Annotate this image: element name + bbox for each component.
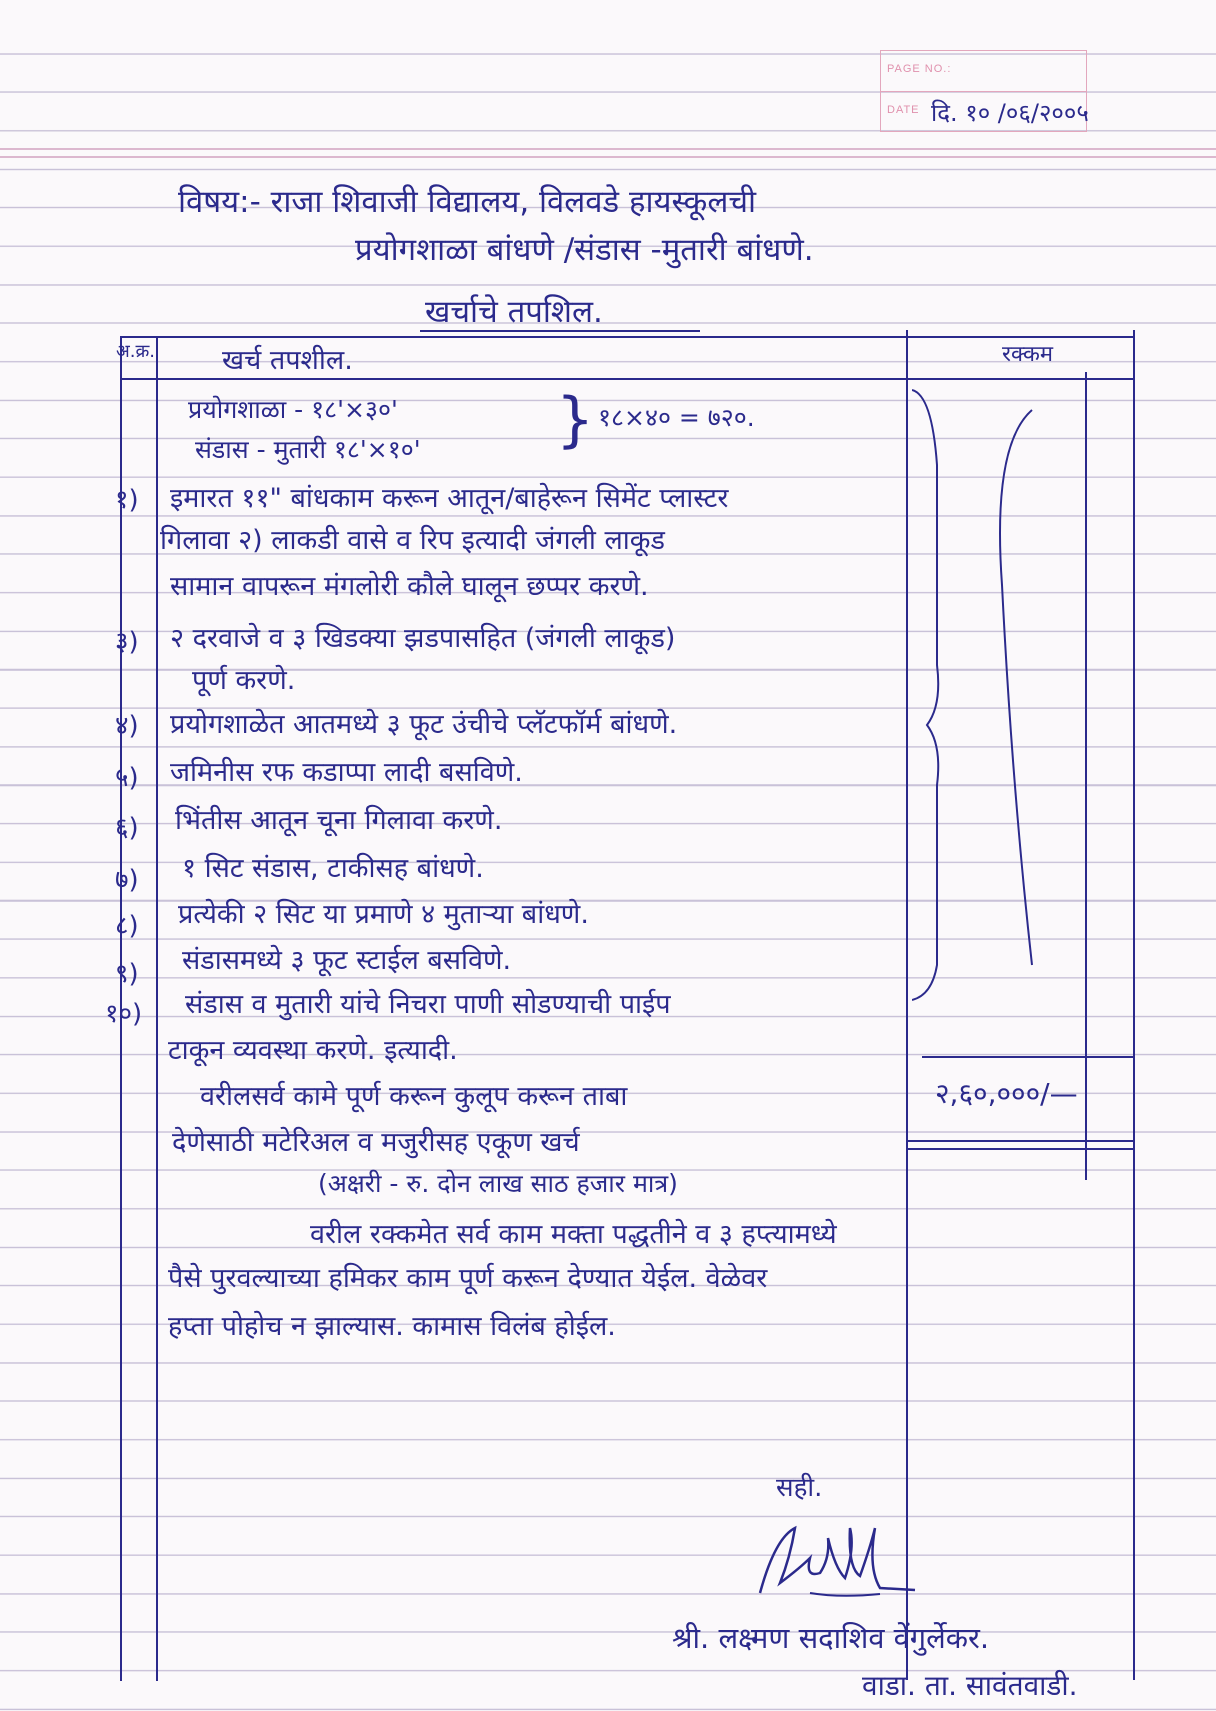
col-amount-divider — [906, 330, 908, 1680]
header-rule-2 — [0, 156, 1216, 158]
date-label: DATE — [887, 104, 920, 116]
col-no-header: अ.क्र. — [116, 341, 156, 362]
item-7-no: ७) — [115, 865, 139, 895]
item-1-line-2: गिलावा २) लाकडी वासे व रिप इत्यादी जंगली लाकूड — [160, 525, 665, 556]
item-8-no: ८) — [115, 911, 139, 941]
signatory-name: श्री. लक्ष्मण सदाशिव वेंगुर्लेकर. — [672, 1621, 990, 1655]
col-desc-header: खर्च तपशील. — [222, 345, 353, 376]
subject-line-1: विषय:- राजा शिवाजी विद्यालय, विलवडे हायस्कूलची — [178, 184, 757, 220]
item-6-no: ६) — [115, 813, 139, 843]
total-line-1: वरीलसर्व कामे पूर्ण करून कुलूप करून ताबा — [200, 1081, 628, 1112]
date-box — [880, 50, 1087, 132]
note-line-1: वरील रक्कमेत सर्व काम मक्ता पद्धतीने व ३ हप्त्यामध्ये — [310, 1219, 837, 1250]
item-6-line-1: भिंतीस आतून चूना गिलावा करणे. — [175, 805, 503, 836]
item-5-line-1: जमिनीस रफ कडाप्पा लादी बसविणे. — [170, 757, 523, 788]
item-9-no: ९) — [115, 959, 139, 989]
expense-heading: खर्चाचे तपशिल. — [425, 294, 603, 330]
item-10-line-2: टाकून व्यवस्था करणे. इत्यादी. — [168, 1035, 458, 1066]
subtotal-rule — [922, 1056, 1134, 1058]
total-in-words: (अक्षरी - रु. दोन लाख साठ हजार मात्र) — [318, 1169, 678, 1198]
item-4-line-1: प्रयोगशाळेत आतमध्ये ३ फूट उंचीचे प्लॅटफॉर्म बांधणे. — [170, 709, 678, 740]
item-10-no: १०) — [105, 999, 143, 1029]
dimension-brace: } — [556, 385, 595, 455]
item-4-no: ४) — [115, 711, 139, 741]
table-right-border — [1133, 330, 1135, 1680]
item-10-line-1: संडास व मुतारी यांचे निचरा पाणी सोडण्याची पाईप — [185, 989, 671, 1020]
signature-mark — [750, 1498, 940, 1608]
col-amount-header: रक्कम — [1002, 342, 1054, 367]
item-3-line-2: पूर्ण करणे. — [192, 665, 296, 696]
item-1-no: १) — [115, 485, 139, 515]
subject-line-2: प्रयोगशाळा बांधणे /संडास -मुतारी बांधणे. — [355, 232, 814, 268]
heading-underline — [420, 330, 700, 332]
dimension-lab: प्रयोगशाळा - १८'×३०' — [188, 395, 398, 424]
note-line-3: हप्ता पोहोच न झाल्यास. कामास विलंब होईल. — [168, 1311, 616, 1342]
item-1-line-3: सामान वापरून मंगलोरी कौले घालून छप्पर करणे. — [170, 571, 649, 602]
amount-bracket — [912, 385, 1072, 1005]
table-header-border — [120, 378, 1135, 380]
total-line-2: देणेसाठी मटेरिअल व मजुरीसह एकूण खर्च — [172, 1127, 580, 1158]
table-top-border — [120, 336, 1135, 338]
item-3-no: ३) — [115, 627, 139, 657]
total-amount: २,६०,०००/— — [935, 1077, 1078, 1110]
item-9-line-1: संडासमध्ये ३ फूट स्टाईल बसविणे. — [182, 945, 512, 976]
signatory-address: वाडा. ता. सावंतवाडी. — [862, 1669, 1078, 1702]
item-1-line-1: इमारत ११" बांधकाम करून आतून/बाहेरून सिमेंट प्लास्टर — [170, 483, 729, 514]
dimension-toilet: संडास - मुतारी १८'×१०' — [195, 435, 421, 464]
item-3-line-1: २ दरवाजे व ३ खिडक्या झडपासहित (जंगली लाकूड) — [170, 623, 676, 654]
item-7-line-1: १ सिट संडास, टाकीसह बांधणे. — [182, 853, 484, 884]
col-amount-inner — [1085, 372, 1087, 1180]
page-no-label: PAGE NO.: — [887, 63, 952, 75]
item-8-line-1: प्रत्येकी २ सिट या प्रमाणे ४ मुताऱ्या बांधणे. — [178, 899, 589, 930]
dimension-total: १८×४० = ७२०. — [598, 403, 755, 432]
signature-label: सही. — [776, 1473, 823, 1503]
col-no-divider — [156, 336, 158, 1681]
date-value: दि. १० /०६/२००५ — [931, 99, 1089, 127]
note-line-2: पैसे पुरवल्याच्या हमिकर काम पूर्ण करून देण्यात येईल. वेळेवर — [168, 1263, 768, 1294]
item-5-no: ५) — [115, 763, 139, 793]
total-rule-1 — [906, 1140, 1134, 1142]
header-rule-1 — [0, 148, 1216, 150]
total-rule-2 — [906, 1148, 1134, 1150]
